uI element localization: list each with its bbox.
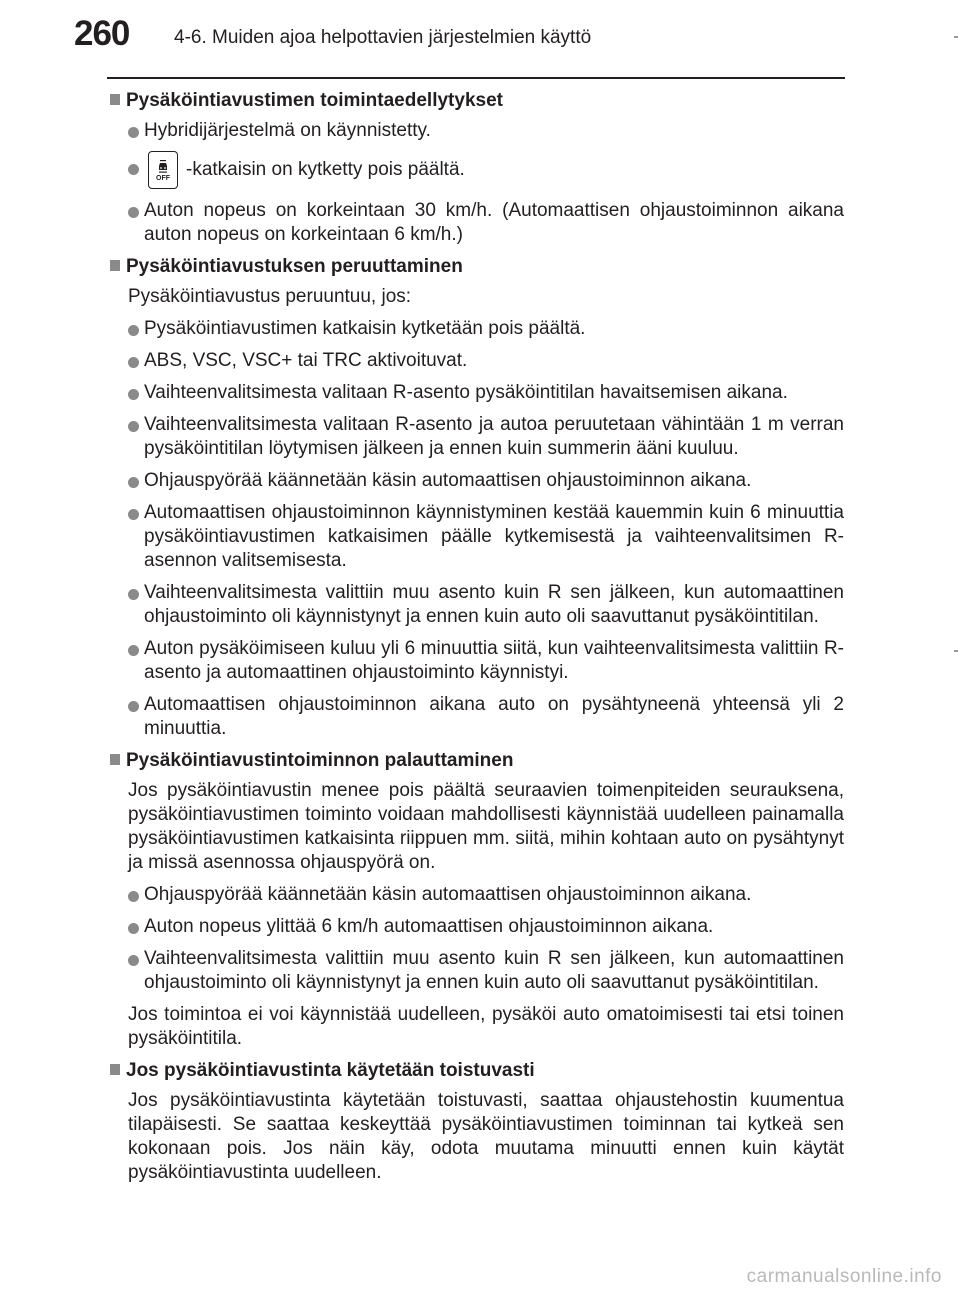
bullet-icon <box>128 207 139 218</box>
bullet-icon <box>128 421 139 432</box>
list-item: Pysäköintiavustimen katkaisin kytketään pois päältä. <box>126 317 844 341</box>
list-item: ABS, VSC, VSC+ tai TRC aktivoituvat. <box>126 349 844 373</box>
square-bullet-icon <box>110 1064 120 1075</box>
list-item: Automaattisen ohjaustoiminnon aikana auto on pysähtyneenä yhteensä yli 2 minuuttia. <box>126 693 844 741</box>
list-item: Vaihteenvalitsimesta valitaan R-asento ja autoa peruutetaan vähintään 1 m verran pysäköintitilan löytymisen jälkeen ja ennen kuin summerin ääni kuuluu. <box>126 413 844 461</box>
list-item: OFF -katkaisin on kytketty pois päältä. <box>126 151 844 189</box>
bullet-icon <box>128 891 139 902</box>
bullet-icon <box>128 164 139 175</box>
list-item: Hybridijärjestelmä on käynnistetty. <box>126 119 844 143</box>
bullet-icon <box>128 955 139 966</box>
bullet-icon <box>128 389 139 400</box>
list-item: Automaattisen ohjaustoiminnon käynnistyminen kestää kauemmin kuin 6 minuuttia pysäköintiavustimen katkaisimen päälle kytkemisestä ja vaihteenvalitsimen R-asennon valitsemisesta. <box>126 501 844 573</box>
bullet-icon <box>128 701 139 712</box>
section-intro: Pysäköintiavustus peruuntuu, jos: <box>128 286 412 307</box>
square-bullet-icon <box>110 754 120 765</box>
section-repeated-use <box>110 1059 844 1185</box>
section-intro: Jos pysäköintiavustin menee pois päältä seuraavien toimenpiteiden seurauksena, pysäköintiavustimen toiminto voidaan mahdollisesti käynnistää uudelleen painamalla pysäköintiavustimen katkaisinta riippuen mm. siitä, mihin kohtaan auto on pysähtynyt ja missä asennossa ohjauspyörä on. <box>128 780 844 873</box>
parking-assist-off-switch-icon: OFF <box>148 151 178 189</box>
bullet-icon <box>128 127 139 138</box>
square-bullet-icon <box>110 94 120 105</box>
section-intro: Jos pysäköintiavustinta käytetään toistuvasti, saattaa ohjaustehostin kuumentua tilapäisesti. Se saattaa keskeyttää pysäköintiavustimen toiminnan tai kytkeä sen kokonaan pois. Jos näin käy, odota muutama minuutti ennen kuin käytät pysäköintiavustinta uudelleen. <box>128 1090 844 1183</box>
list-item: Ohjauspyörää käännetään käsin automaattisen ohjaustoiminnon aikana. <box>126 883 844 907</box>
list-item: Ohjauspyörää käännetään käsin automaattisen ohjaustoiminnon aikana. <box>126 469 844 493</box>
section-heading: Pysäköintiavustimen toimintaedellytykset <box>110 89 844 112</box>
header-rule <box>107 77 845 79</box>
bullet-icon <box>128 325 139 336</box>
section-heading: Pysäköintiavustuksen peruuttaminen <box>110 255 844 278</box>
list-item: Auton nopeus on korkeintaan 30 km/h. (Automaattisen ohjaustoiminnon aikana auton nopeus on korkeintaan 6 km/h.) <box>126 199 844 247</box>
watermark: carmanualsonline.info <box>746 1266 942 1287</box>
section-outro: Jos toimintoa ei voi käynnistää uudelleen, pysäköi auto omatoimisesti tai etsi toinen pysäköintitila. <box>128 1004 844 1049</box>
section-cancellation <box>110 255 844 741</box>
page-content <box>110 89 844 1193</box>
section-heading: Pysäköintiavustintoiminnon palauttaminen <box>110 749 844 772</box>
section-conditions <box>110 89 844 247</box>
bullet-icon <box>128 509 139 520</box>
bullet-icon <box>128 589 139 600</box>
crop-mark <box>954 650 958 652</box>
page-number: 260 <box>74 14 130 53</box>
list-item: Auton pysäköimiseen kuluu yli 6 minuuttia siitä, kun vaihteenvalitsimesta valittiin R-asento ja automaattinen ohjaustoiminto käynnistyi. <box>126 637 844 685</box>
crop-mark <box>954 36 958 38</box>
chapter-title: 4-6. Muiden ajoa helpottavien järjestelmien käyttö <box>174 27 592 48</box>
list-item: Vaihteenvalitsimesta valitaan R-asento pysäköintitilan havaitsemisen aikana. <box>126 381 844 405</box>
list-item: Auton nopeus ylittää 6 km/h automaattisen ohjaustoiminnon aikana. <box>126 915 844 939</box>
bullet-icon <box>128 645 139 656</box>
bullet-icon <box>128 923 139 934</box>
section-restore <box>110 749 844 1051</box>
bullet-icon <box>128 477 139 488</box>
list-item: Vaihteenvalitsimesta valittiin muu asento kuin R sen jälkeen, kun automaattinen ohjaustoiminto oli käynnistynyt ja ennen kuin auto oli saavuttanut pysäköintitilan. <box>126 947 844 995</box>
car-sensor-icon <box>156 159 170 175</box>
section-heading: Jos pysäköintiavustinta käytetään toistuvasti <box>110 1059 844 1082</box>
list-item: Vaihteenvalitsimesta valittiin muu asento kuin R sen jälkeen, kun automaattinen ohjaustoiminto oli käynnistynyt ja ennen kuin auto oli saavuttanut pysäköintitilan. <box>126 581 844 629</box>
bullet-icon <box>128 357 139 368</box>
square-bullet-icon <box>110 260 120 271</box>
